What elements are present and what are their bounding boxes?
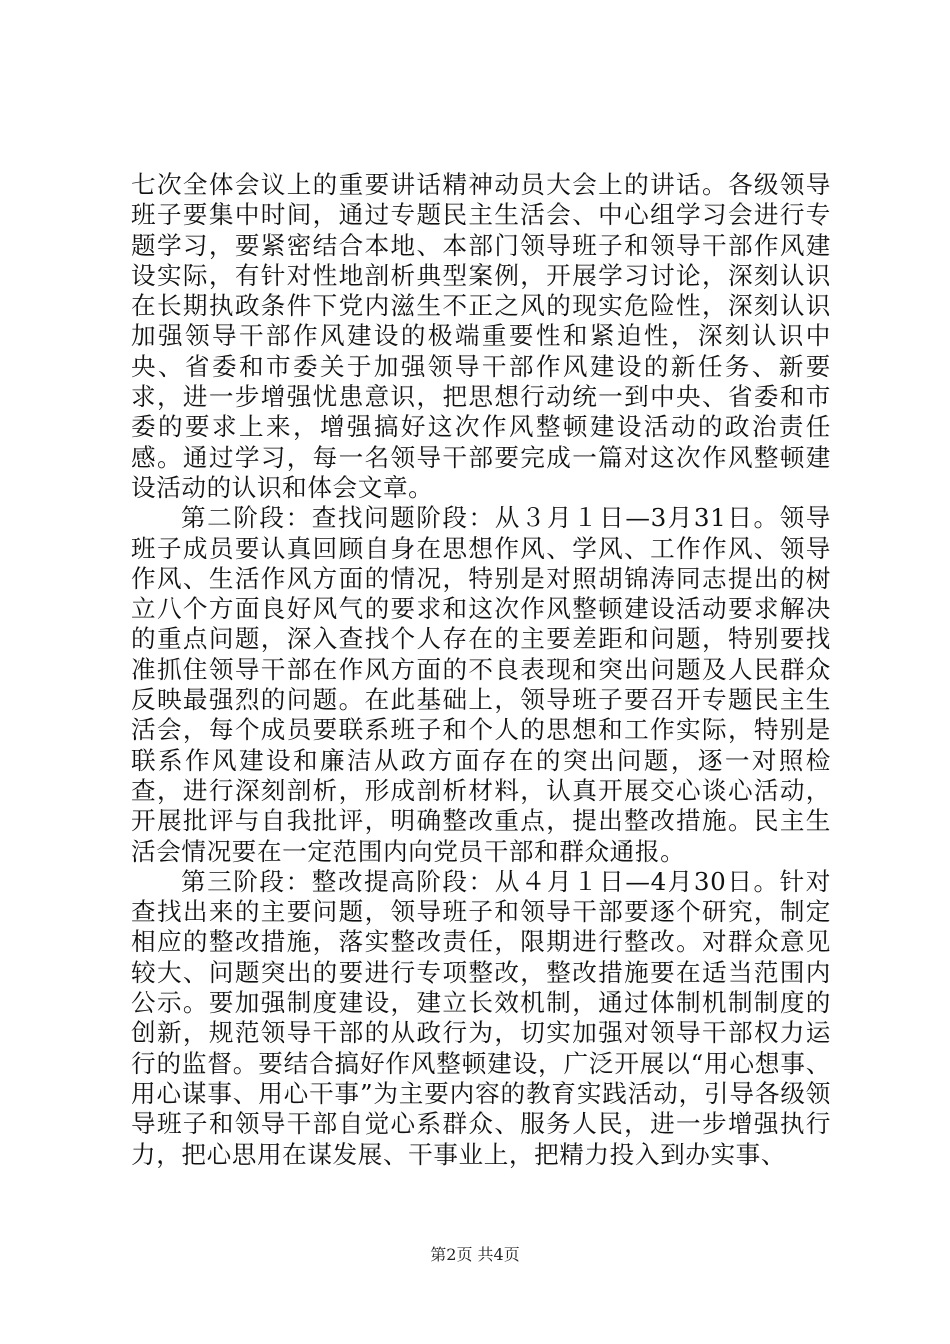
page-number-footer: 第2页 共4页 [430,1245,520,1264]
paragraph-continuation: 七次全体会议上的重要讲话精神动员大会上的讲话。各级领导班子要集中时间，通过专题民主生活会、中心组学习会进行专题学习，要紧密结合本地、本部门领导班子和领导干部作风建设实际，有针对性地剖析典型案例，开展学习讨论，深刻认识在长期执政条件下党内滋生不正之风的现实危险性，深刻认识加强领导干部作风建设的极端重要性和紧迫性，深刻认识中央、省委和市委关于加强领导干部作风建设的新任务、新要求，进一步增强忧患意识，把思想行动统一到中央、省委和市委的要求上来，增强搞好这次作风整顿建设活动的政治责任感。通过学习，每一名领导干部要完成一篇对这次作风整顿建设活动的认识和体会文章。 [131,170,831,502]
document-body [131,170,831,1170]
paragraph-stage-three: 第三阶段：整改提高阶段：从４月１日—4月30日。针对查找出来的主要问题，领导班子和领导干部要逐个研究，制定相应的整改措施，落实整改责任，限期进行整改。对群众意见较大、问题突出的要进行专项整改，整改措施要在适当范围内公示。要加强制度建设，建立长效机制，通过体制机制制度的创新，规范领导干部的从政行为，切实加强对领导干部权力运行的监督。要结合搞好作风整顿建设，广泛开展以“用心想事、用心谋事、用心干事”为主要内容的教育实践活动，引导各级领导班子和领导干部自觉心系群众、服务人民，进一步增强执行力，把心思用在谋发展、干事业上，把精力投入到办实事、 [131,866,831,1169]
paragraph-stage-two: 第二阶段：查找问题阶段：从３月１日—3月31日。领导班子成员要认真回顾自身在思想作风、学风、工作作风、领导作风、生活作风方面的情况，特别是对照胡锦涛同志提出的树立八个方面良好风气的要求和这次作风整顿建设活动要求解决的重点问题，深入查找个人存在的主要差距和问题，特别要找准抓住领导干部在作风方面的不良表现和突出问题及人民群众反映最强烈的问题。在此基础上，领导班子要召开专题民主生活会，每个成员要联系班子和个人的思想和工作实际，特别是联系作风建设和廉洁从政方面存在的突出问题，逐一对照检查，进行深刻剖析，形成剖析材料，认真开展交心谈心活动，开展批评与自我批评，明确整改重点，提出整改措施。民主生活会情况要在一定范围内向党员干部和群众通报。 [131,503,831,866]
